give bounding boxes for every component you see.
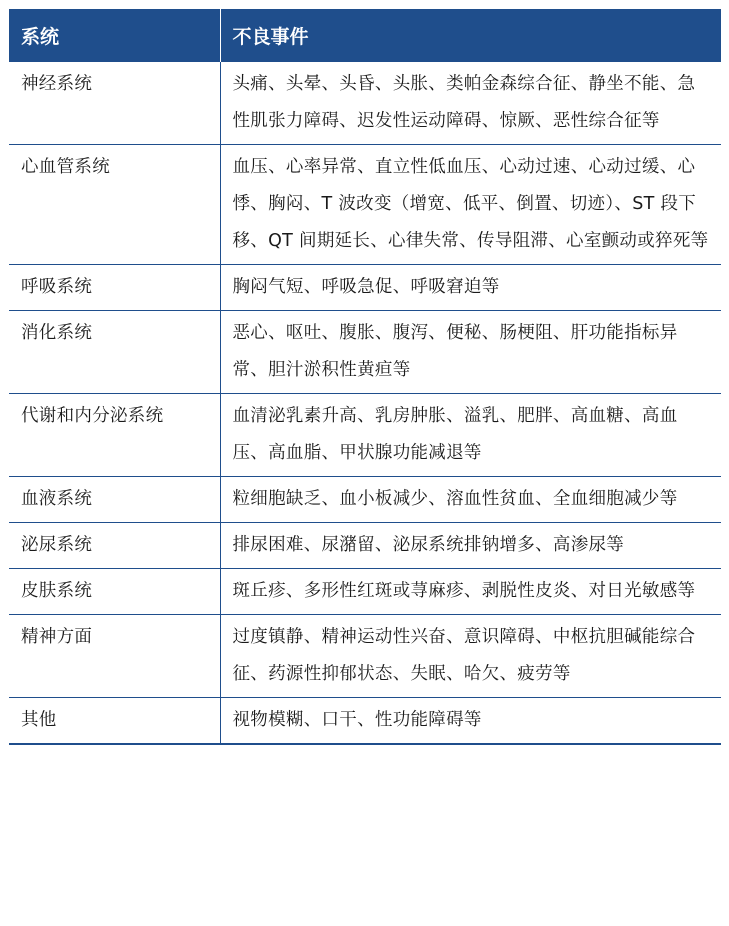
system-cell: 精神方面	[9, 615, 220, 698]
events-cell: 恶心、呕吐、腹胀、腹泻、便秘、肠梗阻、肝功能指标异常、胆汁淤积性黄疸等	[220, 311, 721, 394]
header-system: 系统	[9, 9, 220, 62]
header-adverse-events: 不良事件	[232, 26, 309, 48]
table-row	[9, 477, 721, 523]
table-row	[9, 615, 721, 698]
system-cell: 泌尿系统	[9, 523, 220, 569]
adverse-events-table-container	[9, 9, 721, 745]
events-cell: 视物模糊、口干、性功能障碍等	[220, 698, 721, 745]
events-cell: 粒细胞缺乏、血小板减少、溶血性贫血、全血细胞减少等	[220, 477, 721, 523]
system-cell: 皮肤系统	[9, 569, 220, 615]
events-cell: 斑丘疹、多形性红斑或荨麻疹、剥脱性皮炎、对日光敏感等	[220, 569, 721, 615]
system-cell: 神经系统	[9, 62, 220, 145]
header-row	[9, 9, 721, 62]
table-row	[9, 394, 721, 477]
table-row	[9, 569, 721, 615]
system-cell: 血液系统	[9, 477, 220, 523]
events-cell: 胸闷气短、呼吸急促、呼吸窘迫等	[220, 265, 721, 311]
events-cell: 血清泌乳素升高、乳房肿胀、溢乳、肥胖、高血糖、高血压、高血脂、甲状腺功能减退等	[220, 394, 721, 477]
system-cell: 心血管系统	[9, 145, 220, 265]
system-cell: 消化系统	[9, 311, 220, 394]
table-header	[9, 9, 721, 62]
events-cell: 排尿困难、尿潴留、泌尿系统排钠增多、高渗尿等	[220, 523, 721, 569]
table-row	[9, 311, 721, 394]
table-row	[9, 265, 721, 311]
events-cell: 过度镇静、精神运动性兴奋、意识障碍、中枢抗胆碱能综合征、药源性抑郁状态、失眠、哈欠、疲劳等	[220, 615, 721, 698]
events-cell: 头痛、头晕、头昏、头胀、类帕金森综合征、静坐不能、急性肌张力障碍、迟发性运动障碍、惊厥、恶性综合征等	[220, 62, 721, 145]
system-cell: 代谢和内分泌系统	[9, 394, 220, 477]
table-row	[9, 62, 721, 145]
system-cell: 呼吸系统	[9, 265, 220, 311]
system-cell: 其他	[9, 698, 220, 745]
table-body	[9, 62, 721, 744]
adverse-events-table	[9, 9, 721, 745]
events-cell: 血压、心率异常、直立性低血压、心动过速、心动过缓、心悸、胸闷、T 波改变（增宽、低平、倒置、切迹）、ST 段下移、QT 间期延长、心律失常、传导阻滞、心室颤动或猝死等	[220, 145, 721, 265]
table-row	[9, 145, 721, 265]
table-row	[9, 523, 721, 569]
table-row	[9, 698, 721, 745]
